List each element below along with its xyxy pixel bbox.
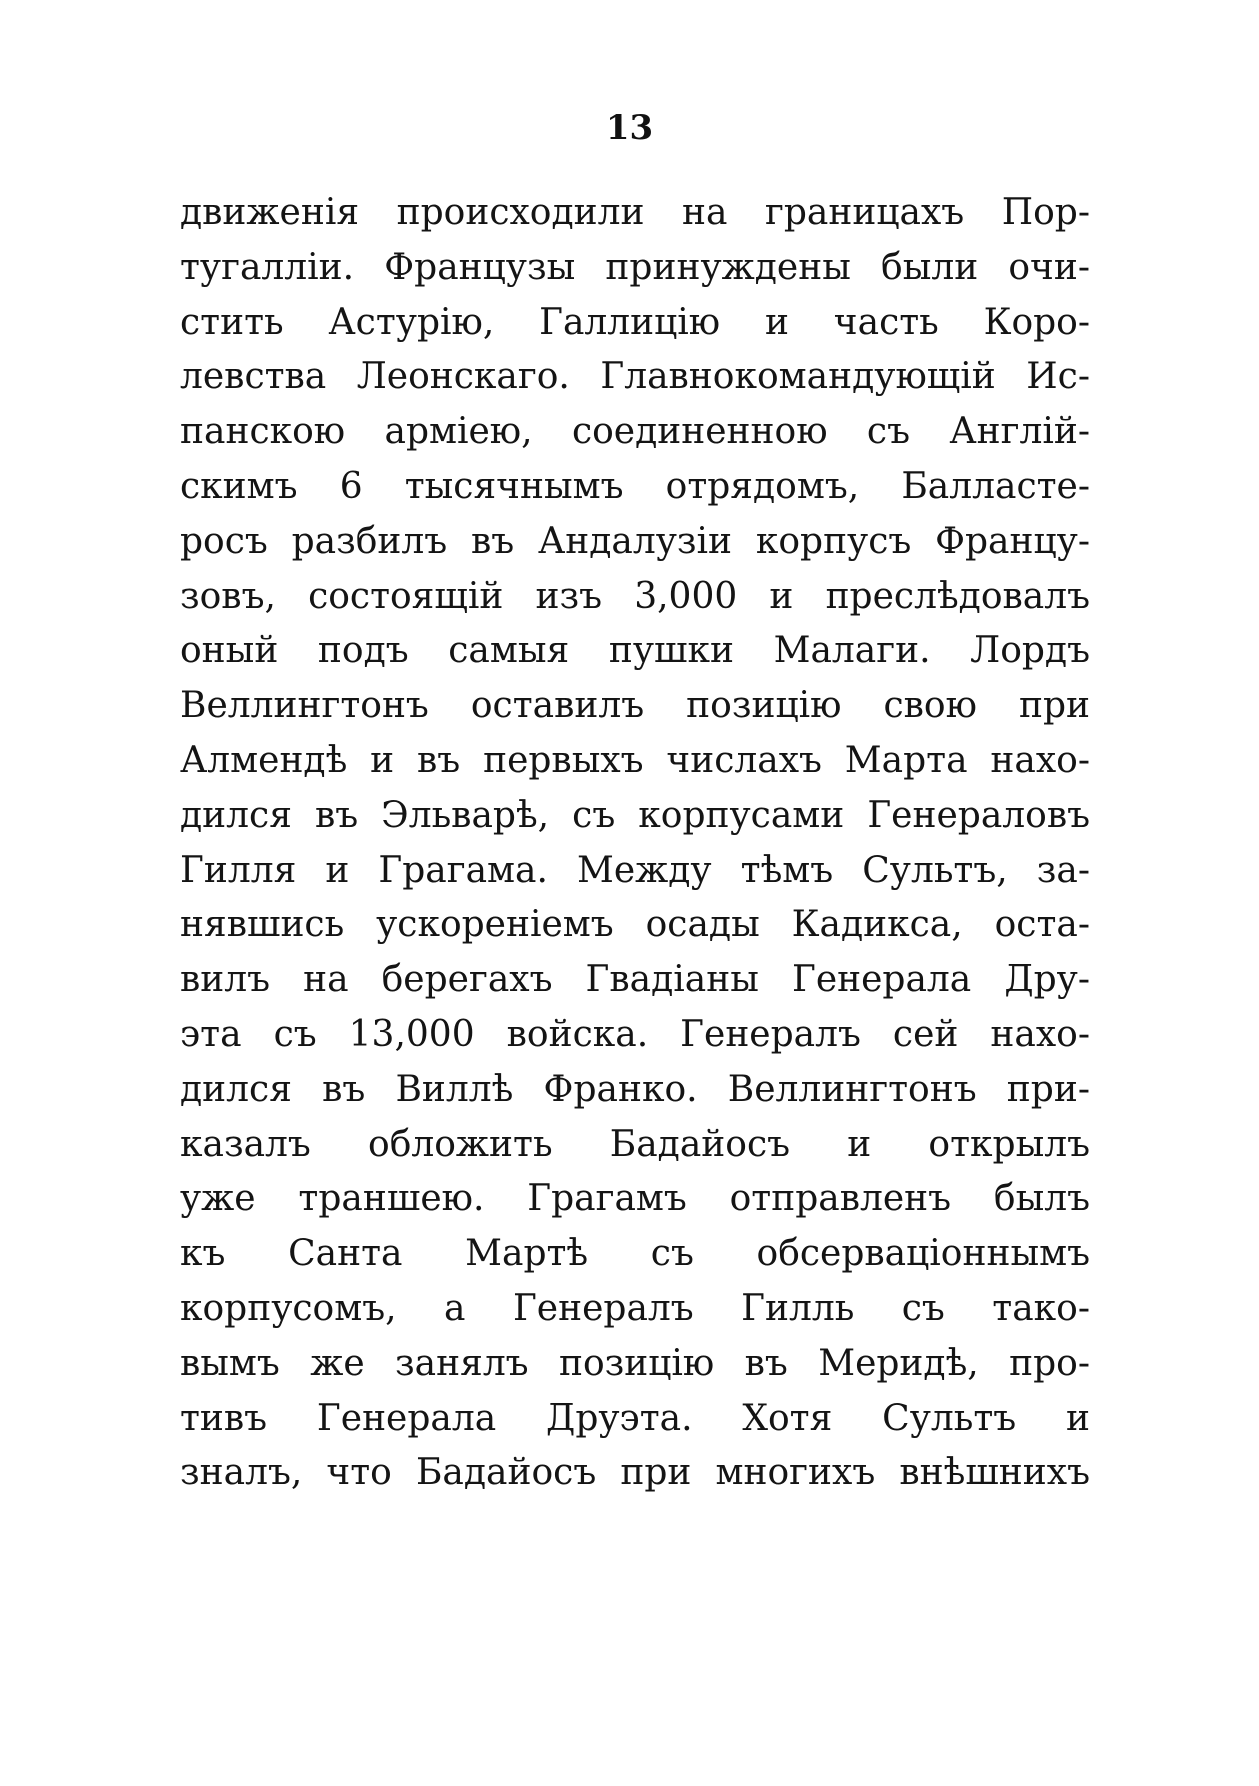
text-line: уже траншею. Грагамъ отправленъ былъ xyxy=(180,1178,1090,1220)
text-line: оный подъ самыя пушки Малаги. Лордъ xyxy=(180,630,1090,672)
text-line: корпусомъ, а Генералъ Гилль съ тако- xyxy=(180,1287,1090,1329)
text-line: дился въ Виллѣ Франко. Веллингтонъ при- xyxy=(180,1068,1090,1110)
text-line: левства Леонскаго. Главнокомандующій Ис- xyxy=(180,356,1090,398)
text-line: Алмендѣ и въ первыхъ числахъ Марта нахо- xyxy=(180,739,1090,781)
page-number: 13 xyxy=(605,108,654,148)
text-line: росъ разбилъ въ Андалузіи корпусъ Францу- xyxy=(180,520,1090,562)
body-text xyxy=(180,186,1090,1501)
text-line: казалъ обложить Бадайосъ и открылъ xyxy=(180,1123,1090,1165)
text-line: Гилля и Грагама. Между тѣмъ Сультъ, за- xyxy=(180,849,1090,891)
text-line: дился въ Эльварѣ, съ корпусами Генераловъ xyxy=(180,794,1090,836)
text-line: скимъ 6 тысячнымъ отрядомъ, Балласте- xyxy=(180,465,1090,507)
text-line: вилъ на берегахъ Гвадіаны Генерала Дру- xyxy=(180,959,1090,1001)
text-line: стить Астурію, Галлицію и часть Коро- xyxy=(180,301,1090,343)
text-line: нявшись ускореніемъ осады Кадикса, оста- xyxy=(180,904,1090,946)
text-line: эта съ 13,000 войска. Генералъ сей нахо- xyxy=(180,1013,1090,1055)
text-line: Веллингтонъ оставилъ позицію свою при xyxy=(180,685,1090,727)
text-line: зналъ, что Бадайосъ при многихъ внѣшнихъ xyxy=(180,1452,1090,1494)
text-line: вымъ же занялъ позицію въ Меридѣ, про- xyxy=(180,1342,1090,1384)
text-line: движенія происходили на границахъ Пор- xyxy=(180,192,1090,233)
text-line: тугалліи. Французы принуждены были очи- xyxy=(180,246,1090,288)
text-line: зовъ, состоящій изъ 3,000 и преслѣдовалъ xyxy=(180,575,1090,617)
text-line: тивъ Генерала Друэта. Хотя Сультъ и xyxy=(180,1397,1090,1439)
text-line: къ Санта Мартѣ съ обсерваціоннымъ xyxy=(180,1233,1090,1275)
text-line: панскою арміею, соединенною съ Англій- xyxy=(180,411,1090,453)
